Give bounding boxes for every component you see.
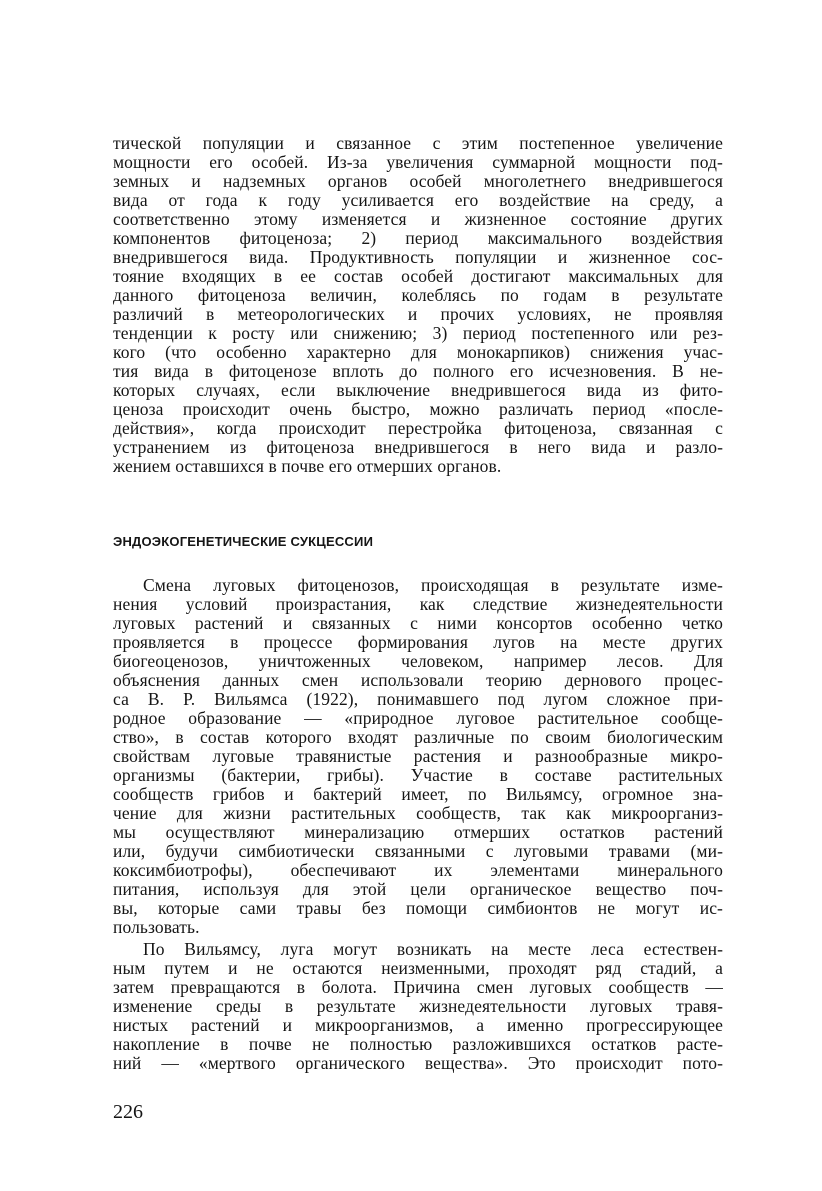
text-line: которых случаях, если выключение внедрившегося вида из фито- [113, 380, 723, 400]
text-line: изменение среды в результате жизнедеятельности луговых травя- [113, 996, 723, 1016]
section-heading: ЭНДОЭКОГЕНЕТИЧЕСКИЕ СУКЦЕССИИ [113, 534, 374, 549]
text-line: родное образование — «природное луговое растительное сообще- [113, 708, 723, 728]
text-line: чение для жизни растительных сообществ, так как микроорганиз- [113, 803, 723, 823]
text-line: По Вильямсу, луга могут возникать на месте леса естествен- [143, 939, 723, 959]
text-line: питания, используя для этой цели органическое вещество поч- [113, 879, 723, 899]
text-line: ным путем и не остаются неизменными, проходят ряд стадий, а [113, 958, 723, 978]
text-line: нистых растений и микроорганизмов, а именно прогрессирующее [113, 1015, 723, 1035]
text-line: ценоза происходит очень быстро, можно различать период «после- [113, 399, 723, 419]
text-line: внедрившегося вида. Продуктивность популяции и жизненное сос- [113, 247, 723, 267]
text-line: кого (что особенно характерно для монокарпиков) снижения учас- [113, 342, 723, 362]
text-line: свойствам луговые травянистые растения и разнообразные микро- [113, 746, 723, 766]
text-line: сообществ грибов и бактерий имеет, по Вильямсу, огромное зна- [113, 784, 723, 804]
text-line: данного фитоценоза величин, колеблясь по годам в результате [113, 285, 723, 305]
paragraph-meadow-succession [113, 576, 723, 937]
text-line: объяснения данных смен использовали теорию дернового процес- [113, 670, 723, 690]
text-line: жением оставшихся в почве его отмерших органов. [113, 456, 502, 476]
text-line: тия вида в фитоценозе вплоть до полного его исчезновения. В не- [113, 361, 723, 381]
text-line: накопление в почве не полностью разложившихся остатков расте- [113, 1034, 723, 1054]
text-line: организмы (бактерии, грибы). Участие в составе растительных [113, 765, 723, 785]
text-line: пользовать. [113, 917, 200, 937]
text-line: проявляется в процессе формирования лугов на месте других [113, 632, 723, 652]
text-line: тической популяции и связанное с этим постепенное увеличение [113, 133, 723, 153]
text-line: действия», когда происходит перестройка фитоценоза, связанная с [113, 418, 723, 438]
paragraph-population-periods [113, 134, 723, 476]
text-line: са В. Р. Вильямса (1922), понимавшего под лугом сложное при- [113, 689, 723, 709]
text-line: мы осуществляют минерализацию отмерших остатков растений [113, 822, 723, 842]
text-line: земных и надземных органов особей многолетнего внедрившегося [113, 171, 723, 191]
text-line: луговых растений и связанных с ними консортов особенно четко [113, 613, 723, 633]
text-line: соответственно этому изменяется и жизненное состояние других [113, 209, 723, 229]
text-line: устранением из фитоценоза внедрившегося в него вида и разло- [113, 437, 723, 457]
text-line: Смена луговых фитоценозов, происходящая в результате изме- [143, 575, 723, 595]
text-line: мощности его особей. Из-за увеличения суммарной мощности под- [113, 152, 723, 172]
text-line: тояние входящих в ее состав особей достигают максимальных для [113, 266, 723, 286]
text-line: или, будучи симбиотически связанными с луговыми травами (ми- [113, 841, 723, 861]
text-line: компонентов фитоценоза; 2) период максимального воздействия [113, 228, 723, 248]
text-line: ство», в состав которого входят различные по своим биологическим [113, 727, 723, 747]
text-line: различий в метеорологических и прочих условиях, не проявляя [113, 304, 723, 324]
paragraph-williams-theory [113, 940, 723, 1073]
text-line: коксимбиотрофы), обеспечивают их элементами минерального [113, 860, 723, 880]
text-line: вида от года к году усиливается его воздействие на среду, а [113, 190, 723, 210]
text-line: нения условий произрастания, как следствие жизнедеятельности [113, 594, 723, 614]
text-line: ний — «мертвого органического вещества». Это происходит пото- [113, 1053, 723, 1073]
text-line: тенденции к росту или снижению; 3) период постепенного или рез- [113, 323, 723, 343]
text-line: затем превращаются в болота. Причина смен луговых сообществ — [113, 977, 723, 997]
page-number: 226 [113, 1101, 143, 1123]
text-line: биогеоценозов, уничтоженных человеком, например лесов. Для [113, 651, 723, 671]
text-line: вы, которые сами травы без помощи симбионтов не могут ис- [113, 898, 723, 918]
